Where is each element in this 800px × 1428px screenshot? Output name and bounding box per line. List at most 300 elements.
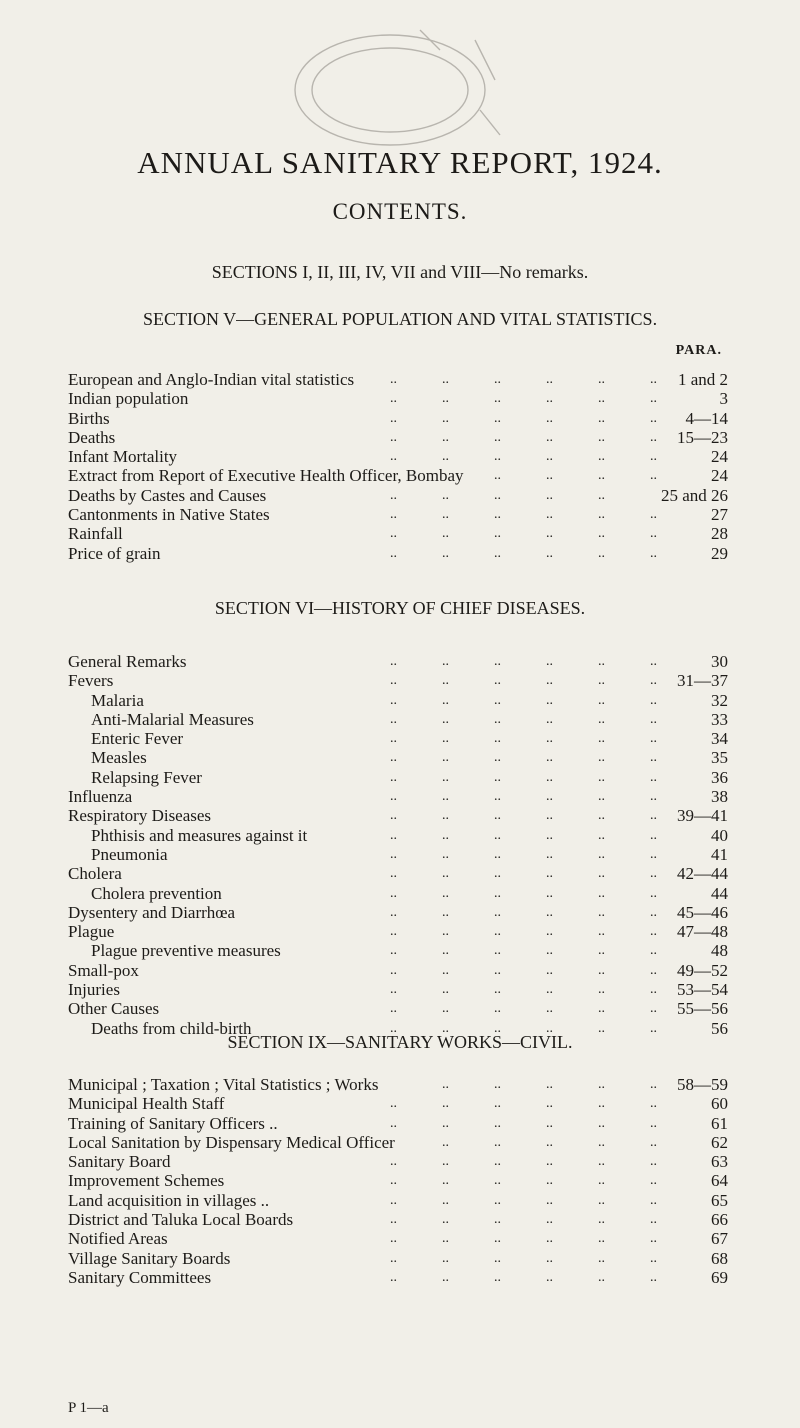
entry-label: Relapsing Fever: [91, 767, 202, 787]
dot-leader: ..: [650, 1134, 657, 1150]
dot-leader: ..: [494, 808, 501, 824]
entry-para-ref: 65: [711, 1190, 728, 1210]
dot-leader: ..: [598, 846, 605, 862]
toc-entry: [68, 1114, 728, 1133]
dot-leader: ..: [546, 866, 553, 882]
dot-leader: ..: [650, 1154, 657, 1170]
dot-leader: ..: [442, 943, 449, 959]
dot-leader: ..: [442, 1001, 449, 1017]
dot-leader: ..: [442, 750, 449, 766]
dot-leader: ..: [546, 789, 553, 805]
dot-leader: ..: [442, 827, 449, 843]
dot-leader: ..: [494, 1020, 501, 1036]
dot-leader: ..: [650, 526, 657, 542]
entry-para-ref: 49—52: [677, 960, 728, 980]
dot-leader: ..: [598, 1269, 605, 1285]
entry-label: Deaths: [68, 427, 116, 447]
dot-leader: ..: [442, 526, 449, 542]
entry-label: Dysentery and Diarrhœa: [68, 902, 236, 922]
entry-para-ref: 45—46: [677, 902, 728, 922]
entry-para-ref: 3: [719, 389, 728, 409]
toc-entry: [68, 748, 728, 767]
dot-leader: ..: [598, 673, 605, 689]
dot-leader: ..: [494, 1154, 501, 1170]
dot-leader: ..: [390, 391, 397, 407]
dot-leader: ..: [598, 1001, 605, 1017]
dot-leader: ..: [442, 846, 449, 862]
dot-leader: ..: [598, 545, 605, 561]
dot-leader: ..: [546, 372, 553, 387]
entry-para-ref: 61: [711, 1113, 728, 1133]
entry-para-ref: 15—23: [677, 427, 728, 447]
entry-para-ref: 47—48: [677, 922, 728, 942]
dot-leader: ..: [598, 468, 605, 484]
entry-label: Influenza: [68, 787, 133, 807]
dot-leader: ..: [598, 1250, 605, 1266]
dot-leader: ..: [546, 1192, 553, 1208]
section-ix-list: [68, 1075, 728, 1287]
entry-label: Enteric Fever: [91, 729, 184, 749]
toc-entry: [68, 922, 728, 941]
dot-leader: ..: [494, 1269, 501, 1285]
entry-para-ref: 56: [711, 1018, 728, 1038]
dot-leader: ..: [546, 904, 553, 920]
dot-leader: ..: [494, 789, 501, 805]
toc-entry: [68, 806, 728, 825]
entry-para-ref: 48: [711, 941, 728, 961]
dot-leader: ..: [598, 924, 605, 940]
dot-leader: ..: [650, 1115, 657, 1131]
dot-leader: ..: [442, 410, 449, 426]
dot-leader: ..: [494, 654, 501, 669]
entry-para-ref: 34: [711, 729, 728, 749]
dot-leader: ..: [390, 711, 397, 727]
dot-leader: ..: [650, 1001, 657, 1017]
dot-leader: ..: [494, 1115, 501, 1131]
entry-para-ref: 69: [711, 1267, 728, 1287]
dot-leader: ..: [598, 982, 605, 998]
toc-entry: [68, 389, 728, 408]
entry-para-ref: 44: [711, 883, 728, 903]
dot-leader: ..: [494, 507, 501, 523]
dot-leader: ..: [390, 1231, 397, 1247]
dot-leader: ..: [598, 1192, 605, 1208]
dot-leader: ..: [494, 711, 501, 727]
library-stamp: [270, 20, 510, 150]
toc-entry: [68, 671, 728, 690]
dot-leader: ..: [650, 731, 657, 747]
entry-para-ref: 31—37: [677, 671, 728, 691]
entry-label: General Remarks: [68, 652, 187, 671]
entry-label: Improvement Schemes: [68, 1171, 225, 1191]
dot-leader: ..: [650, 982, 657, 998]
entry-para-ref: 36: [711, 767, 728, 787]
dot-leader: ..: [546, 731, 553, 747]
entry-label: Cholera prevention: [91, 883, 222, 903]
entry-label: Fevers: [68, 671, 114, 691]
dot-leader: ..: [546, 673, 553, 689]
dot-leader: ..: [650, 410, 657, 426]
dot-leader: ..: [494, 731, 501, 747]
entry-para-ref: 28: [711, 524, 728, 544]
toc-entry: [68, 999, 728, 1018]
dot-leader: ..: [650, 673, 657, 689]
dot-leader: ..: [390, 1096, 397, 1112]
dot-leader: ..: [390, 449, 397, 465]
dot-leader: ..: [650, 1212, 657, 1228]
entry-para-ref: 38: [711, 787, 728, 807]
entry-label: Malaria: [91, 690, 144, 710]
dot-leader: ..: [494, 982, 501, 998]
toc-entry: [68, 787, 728, 806]
dot-leader: ..: [442, 1077, 449, 1092]
dot-leader: ..: [390, 429, 397, 445]
dot-leader: ..: [546, 1134, 553, 1150]
dot-leader: ..: [494, 1001, 501, 1017]
toc-entry: [68, 447, 728, 466]
dot-leader: ..: [390, 673, 397, 689]
dot-leader: ..: [442, 731, 449, 747]
dot-leader: ..: [598, 789, 605, 805]
dot-leader: ..: [598, 731, 605, 747]
dot-leader: ..: [598, 429, 605, 445]
dot-leader: ..: [442, 1231, 449, 1247]
toc-entry: [68, 409, 728, 428]
dot-leader: ..: [546, 449, 553, 465]
dot-leader: ..: [390, 1250, 397, 1266]
toc-entry: [68, 1191, 728, 1210]
dot-leader: ..: [442, 962, 449, 978]
dot-leader: ..: [546, 1250, 553, 1266]
dot-leader: ..: [494, 449, 501, 465]
dot-leader: ..: [598, 692, 605, 708]
dot-leader: ..: [494, 545, 501, 561]
dot-leader: ..: [546, 1115, 553, 1131]
toc-entry: [68, 1152, 728, 1171]
dot-leader: ..: [546, 1173, 553, 1189]
dot-leader: ..: [442, 654, 449, 669]
dot-leader: ..: [546, 827, 553, 843]
dot-leader: ..: [546, 1001, 553, 1017]
dot-leader: ..: [494, 1077, 501, 1092]
entry-label: Local Sanitation by Dispensary Medical Officer: [68, 1132, 395, 1152]
toc-entry: [68, 826, 728, 845]
dot-leader: ..: [442, 982, 449, 998]
dot-leader: ..: [390, 692, 397, 708]
entry-para-ref: 25 and 26: [660, 485, 728, 505]
toc-entry: [68, 524, 728, 543]
entry-label: Respiratory Diseases: [68, 806, 212, 826]
dot-leader: ..: [650, 962, 657, 978]
dot-leader: ..: [390, 731, 397, 747]
toc-entry: [68, 710, 728, 729]
dot-leader: ..: [442, 1154, 449, 1170]
dot-leader: ..: [546, 1154, 553, 1170]
dot-leader: ..: [546, 507, 553, 523]
entry-para-ref: 29: [711, 543, 728, 563]
dot-leader: ..: [650, 1096, 657, 1112]
dot-leader: ..: [546, 711, 553, 727]
dot-leader: ..: [390, 410, 397, 426]
dot-leader: ..: [546, 654, 553, 669]
dot-leader: ..: [650, 711, 657, 727]
entry-para-ref: 62: [711, 1132, 728, 1152]
dot-leader: ..: [442, 1115, 449, 1131]
dot-leader: ..: [546, 545, 553, 561]
dot-leader: ..: [650, 1077, 657, 1092]
dot-leader: ..: [598, 410, 605, 426]
dot-leader: ..: [650, 904, 657, 920]
dot-leader: ..: [442, 1250, 449, 1266]
toc-entry: [68, 961, 728, 980]
entry-para-ref: 35: [711, 748, 728, 768]
toc-entry: [68, 884, 728, 903]
dot-leader: ..: [442, 1269, 449, 1285]
intro-note: SECTIONS I, II, III, IV, VII and VIII—No remarks.: [211, 262, 589, 282]
dot-leader: ..: [546, 750, 553, 766]
dot-leader: ..: [390, 1020, 397, 1036]
entry-label: Sanitary Committees: [68, 1267, 212, 1287]
dot-leader: ..: [494, 391, 501, 407]
entry-label: Extract from Report of Executive Health Officer, Bombay: [68, 466, 464, 486]
entry-label: Measles: [91, 748, 147, 768]
dot-leader: ..: [546, 1020, 553, 1036]
toc-entry: [68, 903, 728, 922]
entry-para-ref: 55—56: [677, 999, 728, 1019]
toc-entry: [68, 864, 728, 883]
entry-label: Small-pox: [68, 960, 139, 980]
dot-leader: ..: [598, 372, 605, 387]
dot-leader: ..: [442, 487, 449, 503]
dot-leader: ..: [598, 1154, 605, 1170]
dot-leader: ..: [546, 924, 553, 940]
dot-leader: ..: [650, 866, 657, 882]
dot-leader: ..: [390, 808, 397, 824]
dot-leader: ..: [546, 1077, 553, 1092]
dot-leader: ..: [650, 391, 657, 407]
dot-leader: ..: [390, 1269, 397, 1285]
dot-leader: ..: [650, 429, 657, 445]
dot-leader: ..: [650, 507, 657, 523]
entry-label: Training of Sanitary Officers ..: [68, 1113, 278, 1133]
dot-leader: ..: [598, 711, 605, 727]
dot-leader: ..: [442, 769, 449, 785]
dot-leader: ..: [390, 1212, 397, 1228]
dot-leader: ..: [442, 904, 449, 920]
dot-leader: ..: [442, 1096, 449, 1112]
dot-leader: ..: [650, 885, 657, 901]
dot-leader: ..: [494, 487, 501, 503]
report-title: ANNUAL SANITARY REPORT, 1924.: [137, 145, 663, 180]
dot-leader: ..: [442, 1134, 449, 1150]
toc-entry: [68, 1249, 728, 1268]
dot-leader: ..: [390, 982, 397, 998]
dot-leader: ..: [598, 750, 605, 766]
dot-leader: ..: [494, 429, 501, 445]
toc-entry: [68, 1268, 728, 1287]
dot-leader: ..: [442, 545, 449, 561]
dot-leader: ..: [650, 692, 657, 708]
dot-leader: ..: [650, 545, 657, 561]
dot-leader: ..: [546, 391, 553, 407]
dot-leader: ..: [598, 1231, 605, 1247]
entry-para-ref: 41: [711, 844, 728, 864]
para-column-label: PARA.: [675, 343, 722, 358]
dot-leader: ..: [390, 654, 397, 669]
dot-leader: ..: [650, 1173, 657, 1189]
dot-leader: ..: [598, 1134, 605, 1150]
dot-leader: ..: [494, 885, 501, 901]
entry-para-ref: 33: [711, 709, 728, 729]
dot-leader: ..: [390, 750, 397, 766]
dot-leader: ..: [494, 1096, 501, 1112]
dot-leader: ..: [598, 866, 605, 882]
dot-leader: ..: [598, 943, 605, 959]
dot-leader: ..: [546, 1096, 553, 1112]
dot-leader: ..: [390, 769, 397, 785]
entry-label: Pneumonia: [91, 844, 168, 864]
dot-leader: ..: [546, 410, 553, 426]
dot-leader: ..: [598, 1173, 605, 1189]
entry-para-ref: 68: [711, 1248, 728, 1268]
entry-label: District and Taluka Local Boards: [68, 1210, 294, 1230]
section-ix-heading: SECTION IX—SANITARY WORKS—CIVIL.: [227, 1032, 573, 1052]
entry-para-ref: 66: [711, 1210, 728, 1230]
dot-leader: ..: [494, 1173, 501, 1189]
dot-leader: ..: [390, 866, 397, 882]
dot-leader: ..: [494, 750, 501, 766]
dot-leader: ..: [390, 526, 397, 542]
entry-label: Infant Mortality: [68, 447, 178, 467]
dot-leader: ..: [390, 1173, 397, 1189]
dot-leader: ..: [494, 468, 501, 484]
dot-leader: ..: [442, 391, 449, 407]
dot-leader: ..: [546, 808, 553, 824]
dot-leader: ..: [442, 692, 449, 708]
dot-leader: ..: [598, 769, 605, 785]
entry-para-ref: 4—14: [685, 408, 728, 428]
entry-para-ref: 32: [711, 690, 728, 710]
contents-heading: CONTENTS.: [332, 199, 468, 224]
dot-leader: ..: [546, 1212, 553, 1228]
dot-leader: ..: [650, 846, 657, 862]
entry-label: Cholera: [68, 864, 122, 884]
dot-leader: ..: [650, 1192, 657, 1208]
dot-leader: ..: [598, 507, 605, 523]
dot-leader: ..: [494, 372, 501, 387]
section-vi-list: [68, 652, 728, 1038]
section-v-list: [68, 370, 728, 563]
dot-leader: ..: [650, 1231, 657, 1247]
dot-leader: ..: [546, 962, 553, 978]
toc-entry: [68, 691, 728, 710]
dot-leader: ..: [650, 808, 657, 824]
dot-leader: ..: [442, 673, 449, 689]
dot-leader: ..: [442, 808, 449, 824]
entry-label: Indian population: [68, 389, 189, 409]
entry-label: Municipal ; Taxation ; Vital Statistics ; Works: [68, 1075, 379, 1094]
entry-para-ref: 64: [711, 1171, 728, 1191]
dot-leader: ..: [546, 885, 553, 901]
dot-leader: ..: [442, 924, 449, 940]
dot-leader: ..: [442, 866, 449, 882]
toc-entry: [68, 1094, 728, 1113]
dot-leader: ..: [390, 924, 397, 940]
dot-leader: ..: [598, 962, 605, 978]
toc-entry: [68, 486, 728, 505]
toc-entry: [68, 652, 728, 671]
toc-entry: [68, 1229, 728, 1248]
entry-label: Plague: [68, 922, 115, 942]
entry-label: Sanitary Board: [68, 1152, 171, 1172]
dot-leader: ..: [598, 1020, 605, 1036]
entry-label: Anti-Malarial Measures: [91, 709, 254, 729]
dot-leader: ..: [390, 846, 397, 862]
dot-leader: ..: [598, 904, 605, 920]
dot-leader: ..: [390, 507, 397, 523]
dot-leader: ..: [494, 673, 501, 689]
entry-label: Municipal Health Staff: [68, 1094, 225, 1114]
dot-leader: ..: [390, 1115, 397, 1131]
toc-entry: [68, 1133, 728, 1152]
dot-leader: ..: [494, 1231, 501, 1247]
toc-entry: [68, 941, 728, 960]
entry-label: Deaths from child-birth: [91, 1018, 252, 1038]
entry-label: Deaths by Castes and Causes: [68, 485, 267, 505]
toc-entry: [68, 1171, 728, 1190]
dot-leader: ..: [650, 769, 657, 785]
entry-label: Injuries: [68, 980, 120, 1000]
dot-leader: ..: [390, 885, 397, 901]
entry-para-ref: 1 and 2: [677, 370, 728, 389]
dot-leader: ..: [598, 1212, 605, 1228]
toc-entry: [68, 1075, 728, 1094]
dot-leader: ..: [650, 372, 657, 387]
dot-leader: ..: [494, 943, 501, 959]
dot-leader: ..: [598, 885, 605, 901]
dot-leader: ..: [442, 789, 449, 805]
dot-leader: ..: [442, 1192, 449, 1208]
entry-label: Cantonments in Native States: [68, 505, 270, 525]
dot-leader: ..: [390, 962, 397, 978]
entry-para-ref: 67: [711, 1229, 728, 1249]
dot-leader: ..: [390, 904, 397, 920]
entry-label: Notified Areas: [68, 1229, 168, 1249]
dot-leader: ..: [442, 507, 449, 523]
entry-label: Phthisis and measures against it: [91, 825, 308, 845]
dot-leader: ..: [598, 808, 605, 824]
dot-leader: ..: [494, 410, 501, 426]
dot-leader: ..: [650, 654, 657, 669]
toc-entry: [68, 505, 728, 524]
dot-leader: ..: [598, 526, 605, 542]
entry-para-ref: 30: [711, 652, 728, 671]
dot-leader: ..: [442, 1212, 449, 1228]
dot-leader: ..: [390, 789, 397, 805]
dot-leader: ..: [598, 449, 605, 465]
dot-leader: ..: [546, 846, 553, 862]
entry-para-ref: 24: [711, 447, 728, 467]
dot-leader: ..: [598, 1096, 605, 1112]
dot-leader: ..: [390, 827, 397, 843]
dot-leader: ..: [650, 750, 657, 766]
toc-entry: [68, 845, 728, 864]
dot-leader: ..: [598, 827, 605, 843]
dot-leader: ..: [390, 1001, 397, 1017]
dot-leader: ..: [390, 545, 397, 561]
dot-leader: ..: [494, 1134, 501, 1150]
dot-leader: ..: [442, 711, 449, 727]
